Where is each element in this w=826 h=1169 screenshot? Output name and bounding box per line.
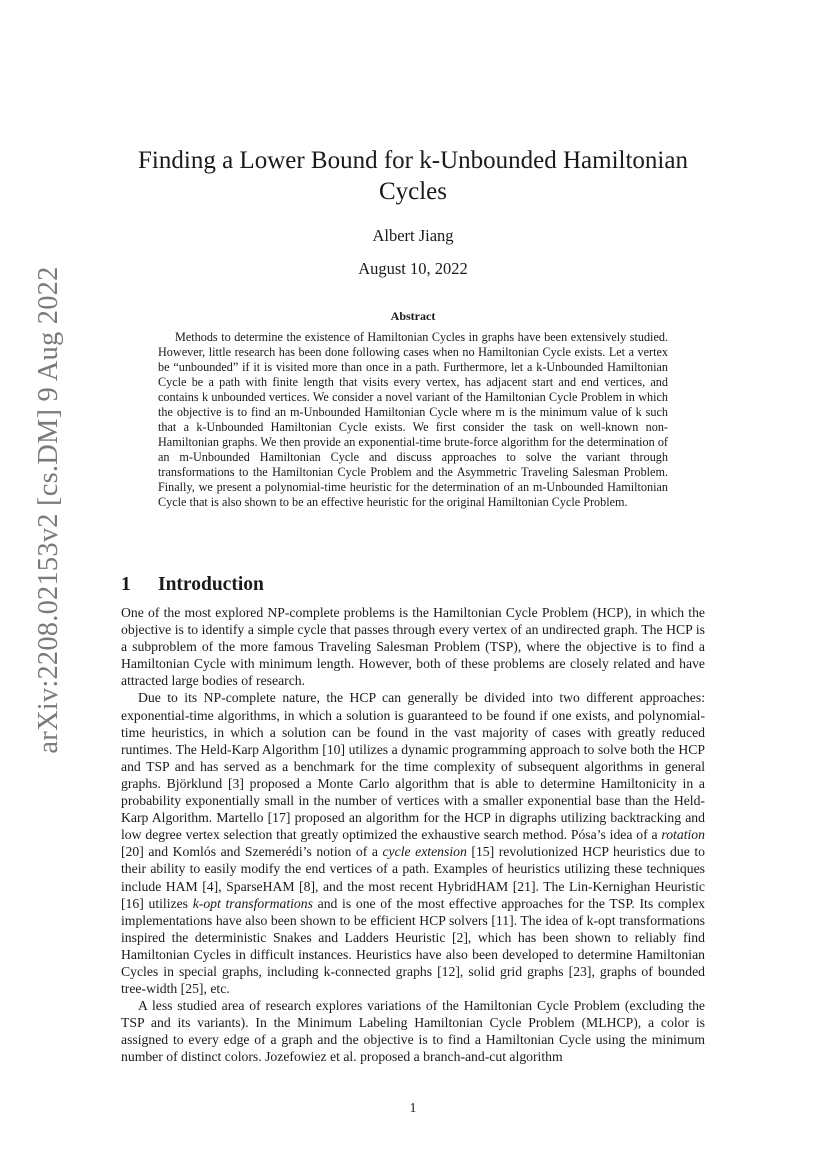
page-number: 1 xyxy=(409,1100,417,1115)
section-heading xyxy=(121,574,264,596)
abstract-heading: Abstract xyxy=(390,309,436,323)
section-number: 1 xyxy=(121,574,131,595)
paragraph-text: [15] revolutionized HCP heuristics due to their ability to easily modify the end vertices of a path. Examples of heuristics utilizing these techniques include HAM [4], SparseHAM [8], and the most recent HybridHAM [21]. The Lin-Kernighan Heuristic [16] utilizes xyxy=(121,844,705,911)
paragraph-text: One of the most explored NP-complete problems is the Hamiltonian Cycle Problem (HCP), in which the objective is to identify a simple cycle that passes through every vertex of an undirected graph. The HCP is a subproblem of the more famous Traveling Salesman Problem (TSP), where the objective is to find a Hamiltonian Cycle with minimum length. However, both of these problems are closely related and have attracted large bodies of research. xyxy=(121,605,705,689)
paper-title: Finding a Lower Bound for k-Unbounded Hamiltonian Cycles xyxy=(138,147,688,205)
paragraph-text: Due to its NP-complete nature, the HCP can generally be divided into two different approaches: exponential-time algorithms, in which a solution is guaranteed to be found if one exists, and polynomial-time heuristics, in which a solution can be found in the vast majority of cases with greatly reduced runtimes. The Held-Karp Algorithm [10] utilizes a dynamic programming approach to solve both the HCP and TSP and has served as a benchmark for the time complexity of subsequent algorithms in general graphs. Björklund [3] proposed a Monte Carlo algorithm that is able to determine Hamiltonicity in a probability exponentially small in the number of vertices with a smaller exponential base than the Held-Karp Algorithm. Martello [17] proposed an algorithm for the HCP in digraphs utilizing backtracking and low degree vertex selection that greatly optimized the exhaustive search method. Pósa’s idea of a xyxy=(121,690,705,843)
term-cycle-extension: cycle extension xyxy=(382,844,467,860)
paragraph xyxy=(121,604,705,689)
paragraph xyxy=(121,997,705,1065)
paragraph-text: [20] and Komlós and Szemerédi’s notion of a xyxy=(121,844,383,860)
arxiv-identifier-text: arXiv:2208.02153v2 [cs.DM] 9 Aug 2022 xyxy=(33,266,64,754)
term-k-opt-transformations: k-opt transformations xyxy=(192,895,313,911)
abstract-text: Methods to determine the existence of Hamiltonian Cycles in graphs have been extensively studied. However, little research has been done following cases when no Hamiltonian Cycle exists. Let a vertex be “unbounded” if it is visited more than once in a path. Furthermore, let a k-Unbounded Hamiltonian Cycle be a path with finite length that visits every vertex, has adjacent start and end vertices, and contains k unbounded vertices. We consider a novel variant of the Hamiltonian Cycle Problem in which the objective is to find an m-Unbounded Hamiltonian Cycle where m is the minimum value of k such that a k-Unbounded Hamiltonian Cycle exists. We first consider the task on well-known non-Hamiltonian graphs. We then provide an exponential-time brute-force algorithm for the determination of an m-Unbounded Hamiltonian Cycle and discuss approaches to solve the variant through transformations to the Hamiltonian Cycle Problem and the Asymmetric Traveling Salesman Problem. Finally, we present a polynomial-time heuristic for the determination of an m-Unbounded Hamiltonian Cycle that is also shown to be an effective heuristic for the original Hamiltonian Cycle Problem. xyxy=(158,330,668,509)
term-rotation: rotation xyxy=(661,827,705,843)
paragraph xyxy=(121,689,705,997)
section-body xyxy=(121,604,705,1066)
paragraph-text: A less studied area of research explores variations of the Hamiltonian Cycle Problem (excluding the TSP and its variants). In the Minimum Labeling Hamiltonian Cycle Problem (MLHCP), a color is assigned to every edge of a graph and the objective is to find a Hamiltonian Cycle using the minimum number of distinct colors. Jozefowiez et al. proposed a branch-and-cut algorithm xyxy=(121,998,705,1065)
paragraph-text: and is one of the most effective approaches for the TSP. Its complex implementations have also been shown to be efficient HCP solvers [11]. The idea of k-opt transformations inspired the deterministic Snakes and Ladders Heuristic [2], which has been shown to reliably find Hamiltonian Cycles in difficult instances. Heuristics have also been developed to determine Hamiltonian Cycles in special graphs, including k-connected graphs [12], solid grid graphs [23], graphs of bounded tree-width [25], etc. xyxy=(121,895,705,997)
publication-date: August 10, 2022 xyxy=(358,259,468,278)
section-title: Introduction xyxy=(158,574,264,595)
author-name: Albert Jiang xyxy=(372,226,454,245)
